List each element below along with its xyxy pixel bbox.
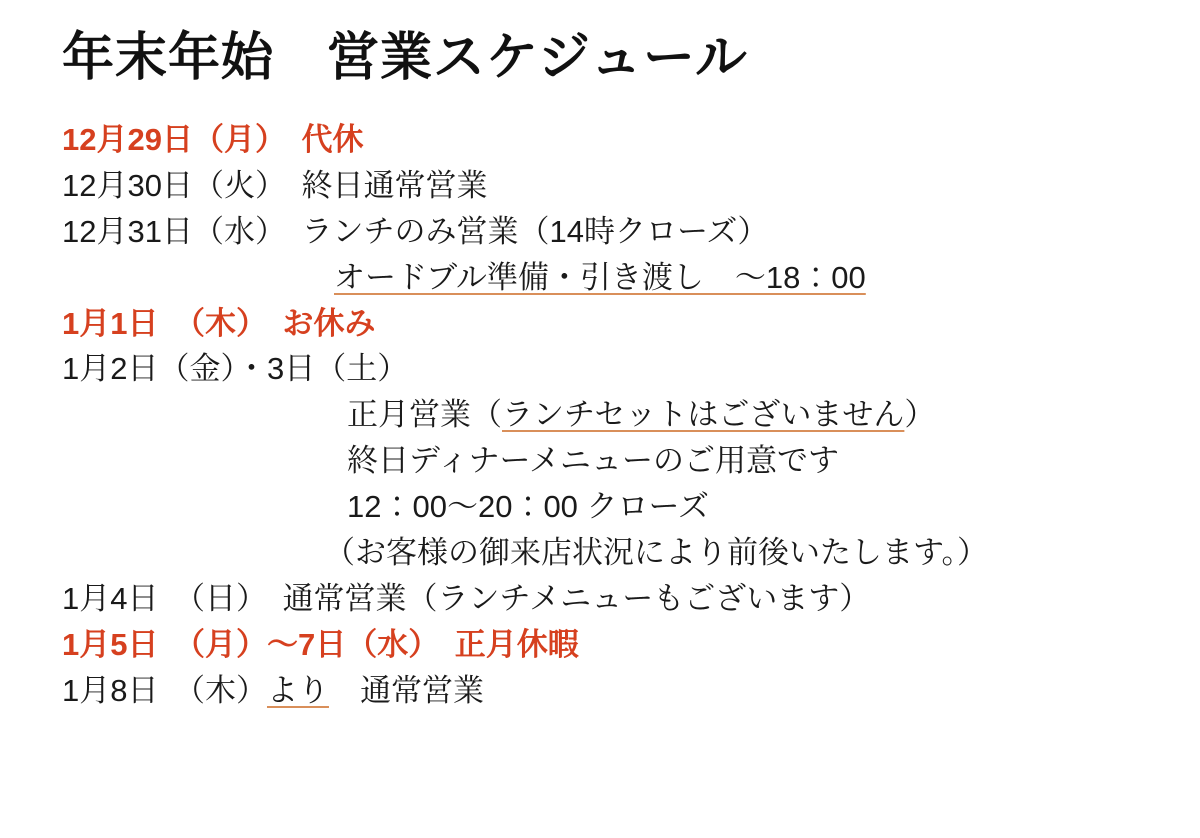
schedule-line-dec31: 12月31日（水） ランチのみ営業（14時クローズ） bbox=[62, 213, 769, 249]
schedule-line-jan8-underlined: より bbox=[266, 672, 329, 708]
schedule-line-dec31-note bbox=[62, 255, 1160, 301]
page-title: 年末年始 営業スケジュール bbox=[62, 29, 748, 87]
schedule-line-jan1: 1月1日 （木） お休み bbox=[62, 305, 376, 341]
schedule-line-jan8-head: 1月8日 （木） bbox=[62, 672, 267, 708]
schedule-line-jan2-note3: 12：00〜20：00 クローズ bbox=[347, 489, 709, 524]
schedule-line-jan2-jan3: 1月2日（金）・3日（土） bbox=[62, 351, 409, 387]
schedule-line-jan4: 1月4日 （日） 通常営業（ランチメニューもございます） bbox=[62, 580, 871, 616]
schedule-line-jan2-note1-underlined: ランチセットはございません bbox=[502, 397, 905, 433]
schedule-line-dec29: 12月29日（月） 代休 bbox=[62, 122, 364, 157]
schedule-line-jan8 bbox=[62, 668, 1160, 714]
schedule-line-jan5-jan7: 1月5日 （月）〜7日（水） 正月休暇 bbox=[62, 626, 579, 662]
schedule-line-jan2-note2: 終日ディナーメニューのご用意です bbox=[347, 443, 839, 479]
schedule-line-jan2-note1-head: 正月営業（ bbox=[347, 397, 502, 433]
schedule-line-jan2-note1 bbox=[62, 392, 1160, 438]
schedule-line-jan8-tail: 通常営業 bbox=[328, 672, 484, 708]
schedule-list bbox=[62, 117, 1160, 713]
schedule-line-jan2-note1-tail: ） bbox=[904, 397, 936, 433]
schedule-line-jan2-note4: （お客様の御来店状況により前後いたします。） bbox=[324, 534, 989, 570]
schedule-line-dec30: 12月30日（火） 終日通常営業 bbox=[62, 167, 488, 203]
schedule-line-dec31-note-text: オードブル準備・引き渡し 〜18：00 bbox=[334, 259, 866, 295]
